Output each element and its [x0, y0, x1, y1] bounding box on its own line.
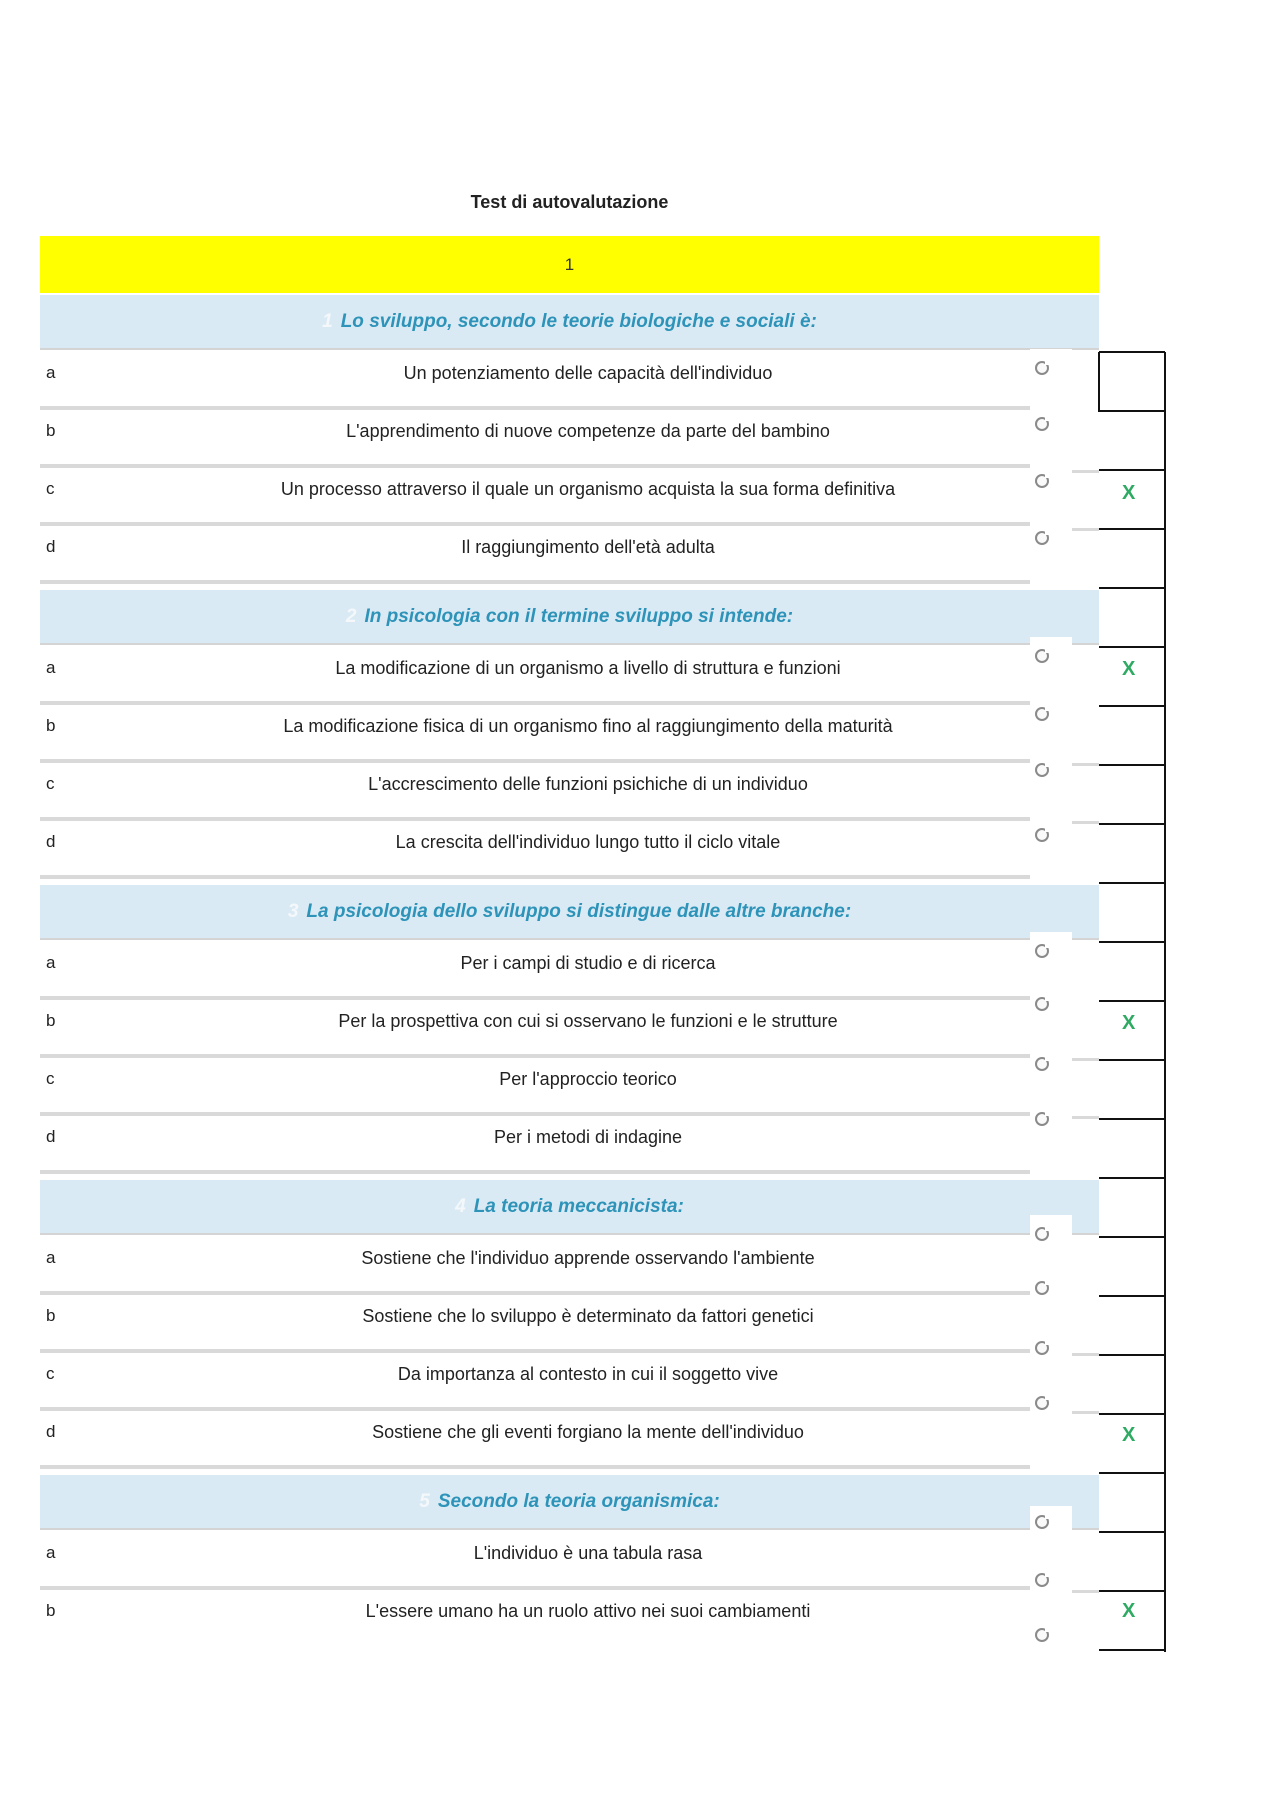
row-divider: [1072, 821, 1099, 824]
question-number: 2: [345, 605, 357, 627]
option-letter: d: [46, 1422, 56, 1441]
option-row: [40, 468, 1030, 526]
question-number: 3: [287, 900, 299, 922]
question-text: In psicologia con il termine sviluppo si intende:: [364, 605, 794, 627]
correct-answer-mark: X: [1122, 482, 1136, 504]
option-radio[interactable]: [1035, 474, 1049, 488]
option-radio[interactable]: [1035, 1341, 1049, 1355]
row-divider: [1072, 1411, 1099, 1414]
option-row: [40, 352, 1030, 410]
option-radio[interactable]: [1035, 1628, 1049, 1642]
option-letter: a: [46, 1248, 56, 1267]
option-letter: b: [46, 716, 56, 735]
answer-grid-line: [1099, 1059, 1165, 1061]
answer-grid-line: [1099, 1177, 1165, 1179]
answer-grid-border: [1164, 352, 1166, 1652]
row-divider: [1072, 763, 1099, 766]
answer-grid-line: [1099, 1354, 1165, 1356]
option-radio[interactable]: [1035, 1112, 1049, 1126]
option-row: [40, 410, 1030, 468]
option-radio[interactable]: [1035, 763, 1049, 777]
option-letter: b: [46, 1306, 56, 1325]
option-row: [40, 1353, 1030, 1411]
correct-answer-mark: X: [1122, 1424, 1136, 1446]
option-letter: a: [46, 658, 56, 677]
option-text: Per i campi di studio e di ricerca: [460, 953, 716, 973]
question-text: Secondo la teoria organismica:: [437, 1490, 720, 1512]
answer-grid-line: [1099, 410, 1165, 412]
correct-answer-mark: X: [1122, 658, 1136, 680]
option-row: [40, 1116, 1030, 1174]
option-radio[interactable]: [1035, 1573, 1049, 1587]
option-letter: b: [46, 421, 56, 440]
option-text: Sostiene che lo sviluppo è determinato da fattori genetici: [362, 1306, 814, 1326]
answer-grid-line: [1099, 1413, 1165, 1415]
option-radio[interactable]: [1035, 361, 1049, 375]
option-radio[interactable]: [1035, 1057, 1049, 1071]
question-number: 4: [455, 1195, 466, 1217]
option-row: [40, 1532, 1030, 1590]
option-letter: c: [46, 479, 55, 498]
answer-grid-line: [1099, 587, 1165, 589]
option-radio[interactable]: [1035, 1281, 1049, 1295]
option-text: Un potenziamento delle capacità dell'individuo: [403, 363, 773, 383]
answer-grid-line: [1099, 705, 1165, 707]
question-header: [40, 1180, 1099, 1235]
question-header: [40, 885, 1099, 940]
option-letter: b: [46, 1011, 56, 1030]
option-text: L'individuo è una tabula rasa: [473, 1543, 703, 1563]
option-letter: d: [46, 1127, 56, 1146]
option-text: La crescita dell'individuo lungo tutto il ciclo vitale: [395, 832, 781, 852]
option-row: [40, 1295, 1030, 1353]
option-row: [40, 705, 1030, 763]
answer-grid-line: [1099, 1118, 1165, 1120]
answer-grid-line: [1099, 646, 1165, 648]
option-radio[interactable]: [1035, 997, 1049, 1011]
option-letter: c: [46, 1364, 55, 1383]
option-letter: a: [46, 1543, 56, 1562]
question-header: [40, 295, 1099, 350]
answer-grid-line: [1099, 1649, 1165, 1651]
question-text: Lo sviluppo, secondo le teorie biologiche e sociali è:: [340, 310, 817, 332]
option-row: [40, 821, 1030, 879]
option-row: [40, 1411, 1030, 1469]
question-number: 5: [419, 1490, 430, 1512]
answer-grid-line: [1099, 351, 1165, 353]
option-letter: c: [46, 1069, 55, 1088]
option-text: L'apprendimento di nuove competenze da parte del bambino: [346, 421, 830, 441]
option-radio[interactable]: [1035, 531, 1049, 545]
option-text: Per l'approccio teorico: [499, 1069, 677, 1089]
option-text: L'essere umano ha un ruolo attivo nei suoi cambiamenti: [365, 1601, 811, 1621]
option-text: Per la prospettiva con cui si osservano le funzioni e le strutture: [338, 1011, 838, 1031]
row-divider: [1072, 1590, 1099, 1593]
answer-grid-line: [1099, 1531, 1165, 1533]
option-radio[interactable]: [1035, 649, 1049, 663]
option-text: Un processo attraverso il quale un organismo acquista la sua forma definitiva: [280, 479, 896, 499]
page-title: Test di autovalutazione: [470, 192, 669, 212]
option-radio[interactable]: [1035, 1515, 1049, 1529]
option-letter: c: [46, 774, 55, 793]
row-divider: [1072, 1058, 1099, 1061]
option-text: Sostiene che l'individuo apprende osservando l'ambiente: [361, 1248, 815, 1268]
option-text: Sostiene che gli eventi forgiano la mente dell'individuo: [372, 1422, 804, 1442]
answer-grid-line: [1099, 1295, 1165, 1297]
answer-grid-line: [1099, 823, 1165, 825]
option-radio[interactable]: [1035, 707, 1049, 721]
option-radio[interactable]: [1035, 417, 1049, 431]
row-divider: [1072, 1353, 1099, 1356]
option-letter: b: [46, 1601, 56, 1620]
option-row: [40, 647, 1030, 705]
option-row: [40, 526, 1030, 584]
question-number: 1: [322, 310, 333, 332]
option-letter: d: [46, 832, 56, 851]
correct-answer-mark: X: [1122, 1600, 1136, 1622]
option-letter: d: [46, 537, 56, 556]
question-header: [40, 1475, 1099, 1530]
option-row: [40, 1590, 1030, 1648]
answer-grid-line: [1099, 941, 1165, 943]
page-number-banner: [40, 236, 1099, 293]
option-row: [40, 763, 1030, 821]
option-row: [40, 1058, 1030, 1116]
option-radio[interactable]: [1035, 828, 1049, 842]
option-row: [40, 1237, 1030, 1295]
correct-answer-mark: X: [1122, 1012, 1136, 1034]
answer-grid-line: [1099, 1590, 1165, 1592]
row-divider: [1072, 528, 1099, 531]
option-text: La modificazione di un organismo a livello di struttura e funzioni: [335, 658, 841, 678]
option-text: La modificazione fisica di un organismo fino al raggiungimento della maturità: [283, 716, 893, 736]
option-letter: a: [46, 363, 56, 382]
page-number: 1: [564, 254, 575, 274]
answer-grid-border: [1098, 352, 1100, 412]
option-row: [40, 942, 1030, 1000]
option-row: [40, 1000, 1030, 1058]
answer-grid-line: [1099, 469, 1165, 471]
option-text: L'accrescimento delle funzioni psichiche di un individuo: [368, 774, 808, 794]
answer-grid-line: [1099, 882, 1165, 884]
answer-grid-line: [1099, 1472, 1165, 1474]
option-text: Per i metodi di indagine: [493, 1127, 683, 1147]
question-header: [40, 590, 1099, 645]
option-text: Il raggiungimento dell'età adulta: [461, 537, 715, 557]
option-radio[interactable]: [1035, 1227, 1049, 1241]
row-divider: [1072, 1116, 1099, 1119]
answer-grid-line: [1099, 528, 1165, 530]
option-letter: a: [46, 953, 56, 972]
answer-grid-line: [1099, 1236, 1165, 1238]
option-radio[interactable]: [1035, 1396, 1049, 1410]
question-text: La psicologia dello sviluppo si distingue dalle altre branche:: [306, 900, 852, 922]
option-radio[interactable]: [1035, 944, 1049, 958]
row-divider: [1072, 470, 1099, 473]
answer-grid-line: [1099, 1000, 1165, 1002]
question-text: La teoria meccanicista:: [473, 1195, 684, 1217]
answer-grid-line: [1099, 764, 1165, 766]
option-text: Da importanza al contesto in cui il soggetto vive: [397, 1364, 779, 1384]
